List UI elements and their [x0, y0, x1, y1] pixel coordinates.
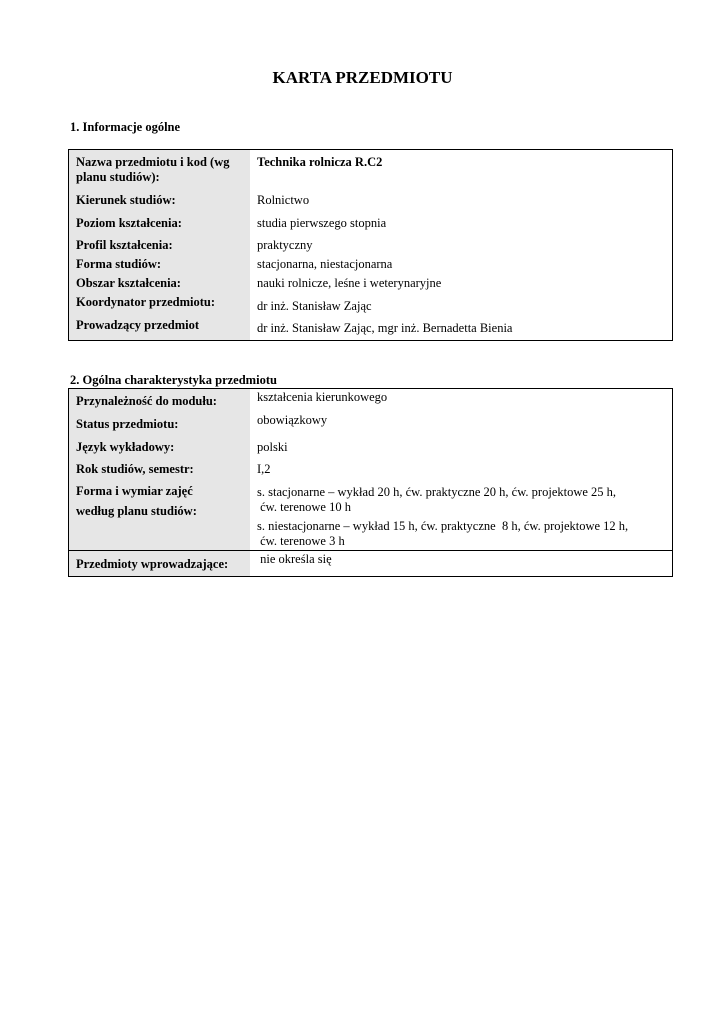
lecture-language-label: Język wykładowy: [76, 440, 175, 454]
course-instructors-value: dr inż. Stanisław Zając, mgr inż. Bernadetta Bienia [257, 321, 513, 335]
general-info-values-column [250, 150, 672, 340]
year-semester-value: I,2 [257, 462, 271, 476]
course-status-label: Status przedmiotu: [76, 417, 179, 431]
document-title: KARTA PRZEDMIOTU [272, 68, 453, 87]
prerequisites-row [69, 551, 672, 576]
education-level-label: Poziom kształcenia: [76, 216, 182, 230]
class-form-label-line1: Forma i wymiar zajęć [76, 484, 193, 498]
lecture-language-value: polski [257, 440, 288, 454]
section-2-heading: 2. Ogólna charakterystyka przedmiotu [70, 373, 277, 387]
course-characteristics-labels-column [69, 389, 250, 550]
study-form-label: Forma studiów: [76, 257, 162, 271]
course-characteristics-table [68, 388, 673, 577]
field-of-study-label: Kierunek studiów: [76, 193, 176, 207]
year-semester-label: Rok studiów, semestr: [76, 462, 194, 476]
general-info-labels-column [69, 150, 250, 340]
study-form-value: stacjonarna, niestacjonarna [257, 257, 393, 271]
module-affiliation-value: kształcenia kierunkowego [257, 390, 388, 404]
course-name-value: Technika rolnicza R.C2 [257, 155, 383, 169]
prerequisites-value-cell [250, 551, 672, 576]
education-level-value: studia pierwszego stopnia [257, 216, 387, 230]
course-instructors-label: Prowadzący przedmiot [76, 318, 200, 332]
full-time-hours-line1: s. stacjonarne – wykład 20 h, ćw. praktyczne 20 h, ćw. projektowe 25 h, [257, 485, 617, 499]
education-area-value: nauki rolnicze, leśne i weterynaryjne [257, 276, 442, 290]
prerequisites-value: nie określa się [257, 552, 332, 566]
class-form-label-line2: według planu studiów: [76, 504, 197, 518]
prerequisites-label: Przedmioty wprowadzające: [76, 557, 229, 571]
module-affiliation-label: Przynależność do modułu: [76, 394, 217, 408]
course-coordinator-value: dr inż. Stanisław Zając [257, 299, 372, 313]
general-info-body [69, 150, 672, 340]
general-info-table [68, 149, 673, 341]
full-time-hours-line2: ćw. terenowe 10 h [257, 500, 351, 514]
course-coordinator-label: Koordynator przedmiotu: [76, 295, 215, 309]
course-name-label: Nazwa przedmiotu i kod (wg planu studiów): [76, 155, 230, 184]
education-profile-label: Profil kształcenia: [76, 238, 173, 252]
prerequisites-label-cell [69, 551, 250, 576]
course-characteristics-body [69, 389, 672, 550]
section-1-heading: 1. Informacje ogólne [70, 120, 181, 134]
course-characteristics-values-column [250, 389, 672, 550]
education-area-label: Obszar kształcenia: [76, 276, 181, 290]
part-time-hours-line1: s. niestacjonarne – wykład 15 h, ćw. praktyczne 8 h, ćw. projektowe 12 h, [257, 519, 629, 533]
education-profile-value: praktyczny [257, 238, 313, 252]
field-of-study-value: Rolnictwo [257, 193, 310, 207]
part-time-hours-line2: ćw. terenowe 3 h [257, 534, 345, 548]
course-status-value: obowiązkowy [257, 413, 328, 427]
